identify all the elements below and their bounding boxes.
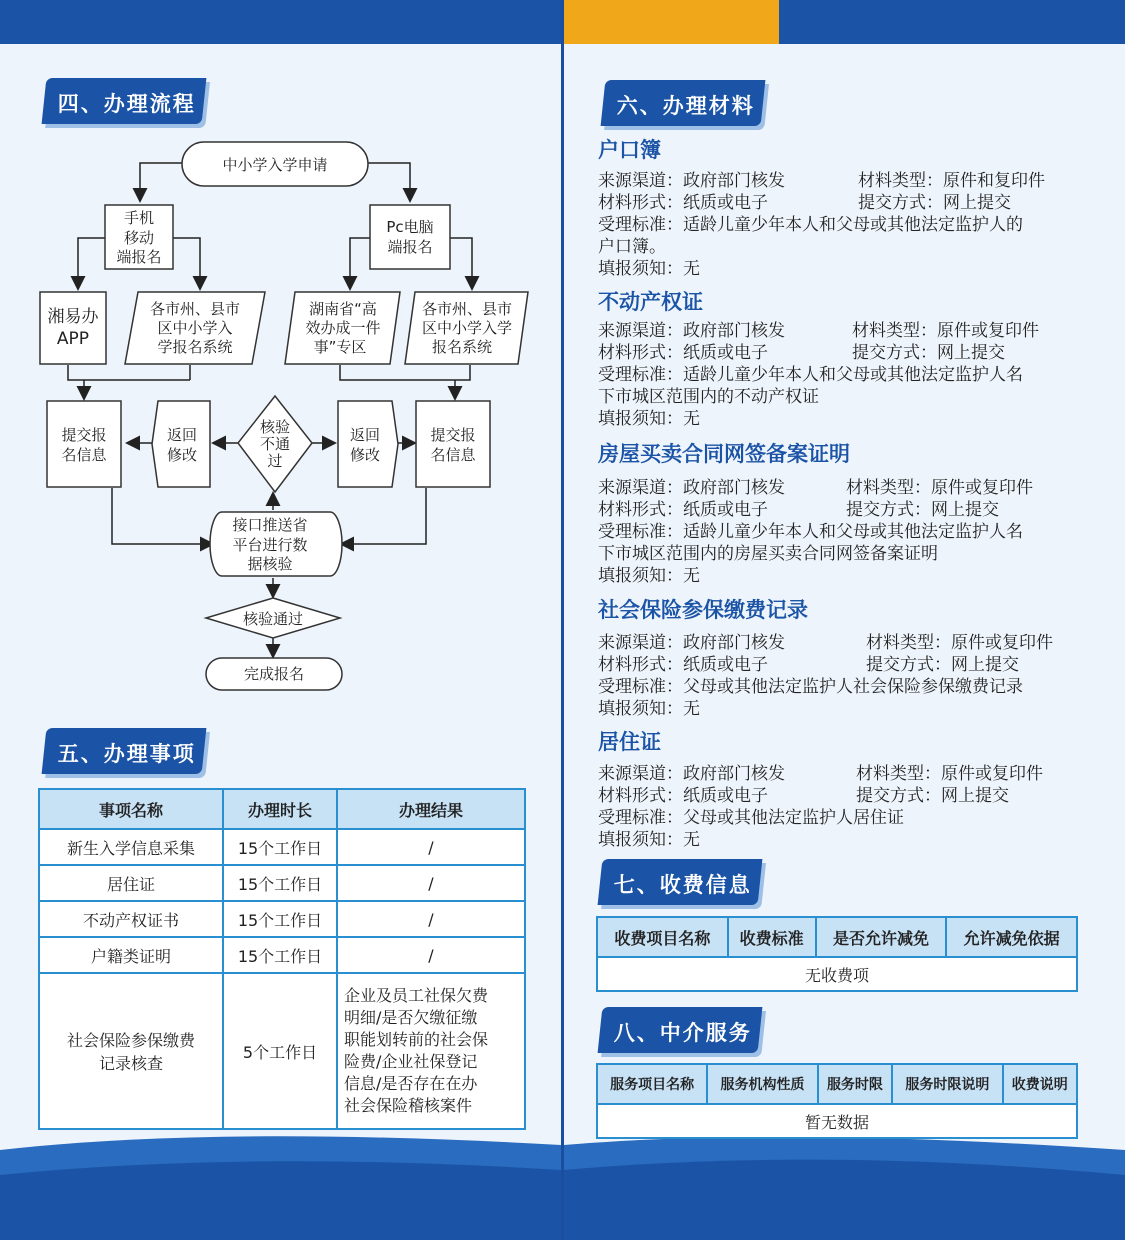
svg-text:修改: 修改 xyxy=(349,446,381,464)
col-header: 办理时长 xyxy=(223,789,337,829)
left-panel xyxy=(0,0,561,1240)
flow-xiangyi xyxy=(40,292,106,364)
section-6-header: 六、办理材料 xyxy=(601,80,766,126)
col-header: 服务项目名称 xyxy=(597,1064,707,1104)
flow-submit-left xyxy=(47,401,121,487)
svg-text:手机: 手机 xyxy=(123,209,155,227)
svg-text:事”专区: 事”专区 xyxy=(313,338,367,356)
svg-text:湘易办: 湘易办 xyxy=(47,307,99,327)
svg-text:区中小学入学: 区中小学入学 xyxy=(421,319,513,337)
col-header: 事项名称 xyxy=(39,789,223,829)
material-title: 居住证 xyxy=(598,730,661,754)
matters-table xyxy=(38,788,526,1130)
table-row: 不动产权证书 15个工作日 / xyxy=(39,901,525,937)
material-title: 户口簿 xyxy=(598,138,661,162)
svg-text:返回: 返回 xyxy=(349,426,381,444)
svg-text:各市州、县市: 各市州、县市 xyxy=(421,300,513,318)
svg-text:接口推送省: 接口推送省 xyxy=(232,516,308,534)
svg-text:提交报: 提交报 xyxy=(430,426,476,444)
svg-text:完成报名: 完成报名 xyxy=(243,665,305,683)
svg-text:效办成一件: 效办成一件 xyxy=(305,319,381,337)
bottom-wave xyxy=(564,1130,1125,1240)
svg-text:端报名: 端报名 xyxy=(387,238,433,256)
flow-return-left xyxy=(152,401,210,487)
table-row: 社会保险参保缴费 记录核查 5个工作日 企业及员工社保欠费 明细/是否欠缴征缴 职能划转前的社会保 险费/企业社保登记 信息/是否存在在办 社会保险稽核案件 xyxy=(39,973,525,1129)
table-row: 居住证 15个工作日 / xyxy=(39,865,525,901)
svg-text:核验通过: 核验通过 xyxy=(242,610,304,628)
svg-text:核验: 核验 xyxy=(259,418,291,436)
svg-text:区中小学入: 区中小学入 xyxy=(157,319,233,337)
col-header: 收费项目名称 xyxy=(597,917,728,957)
col-header: 服务机构性质 xyxy=(707,1064,817,1104)
flowchart xyxy=(0,0,561,720)
svg-text:过: 过 xyxy=(267,452,283,470)
material-title: 不动产权证 xyxy=(598,290,703,314)
col-header: 服务时限 xyxy=(818,1064,892,1104)
svg-text:提交报: 提交报 xyxy=(61,426,107,444)
col-header: 是否允许减免 xyxy=(816,917,947,957)
material-title: 社会保险参保缴费记录 xyxy=(598,598,808,622)
section-4-header: 四、办理流程 xyxy=(42,78,207,124)
flow-pc xyxy=(370,205,450,269)
material-title: 房屋买卖合同网签备案证明 xyxy=(598,442,850,466)
empty-row: 无收费项 xyxy=(597,957,1077,991)
flow-return-right xyxy=(338,401,398,487)
section-5-header: 五、办理事项 xyxy=(42,728,207,774)
svg-text:各市州、县市: 各市州、县市 xyxy=(149,300,241,318)
section-8-header: 八、中介服务 xyxy=(598,1007,763,1053)
svg-text:名信息: 名信息 xyxy=(61,446,107,464)
svg-text:修改: 修改 xyxy=(166,446,198,464)
svg-text:据核验: 据核验 xyxy=(247,555,293,573)
col-header: 收费标准 xyxy=(728,917,816,957)
svg-text:平台进行数: 平台进行数 xyxy=(232,536,308,554)
bottom-wave xyxy=(0,1130,561,1240)
svg-text:名信息: 名信息 xyxy=(430,446,476,464)
empty-row: 暂无数据 xyxy=(597,1104,1077,1138)
col-header: 服务时限说明 xyxy=(892,1064,1002,1104)
table-row: 户籍类证明 15个工作日 / xyxy=(39,937,525,973)
section-7-header: 七、收费信息 xyxy=(598,859,763,905)
svg-text:湖南省“高: 湖南省“高 xyxy=(309,300,377,318)
agency-table xyxy=(596,1063,1078,1139)
fee-table xyxy=(596,916,1078,992)
svg-text:Pc电脑: Pc电脑 xyxy=(386,218,434,236)
flow-submit-right xyxy=(416,401,490,487)
svg-text:报名系统: 报名系统 xyxy=(431,338,493,356)
table-row: 新生入学信息采集 15个工作日 / xyxy=(39,829,525,865)
col-header: 允许减免依据 xyxy=(946,917,1077,957)
svg-text:返回: 返回 xyxy=(166,426,198,444)
svg-text:学报名系统: 学报名系统 xyxy=(157,338,233,356)
top-bar-gold xyxy=(564,0,779,44)
svg-text:APP: APP xyxy=(56,329,90,349)
col-header: 收费说明 xyxy=(1003,1064,1077,1104)
top-bar xyxy=(779,0,1125,44)
svg-text:中小学入学申请: 中小学入学申请 xyxy=(222,156,328,174)
svg-text:端报名: 端报名 xyxy=(116,248,162,266)
col-header: 办理结果 xyxy=(337,789,525,829)
svg-text:移动: 移动 xyxy=(123,229,155,247)
svg-text:不通: 不通 xyxy=(259,435,291,453)
